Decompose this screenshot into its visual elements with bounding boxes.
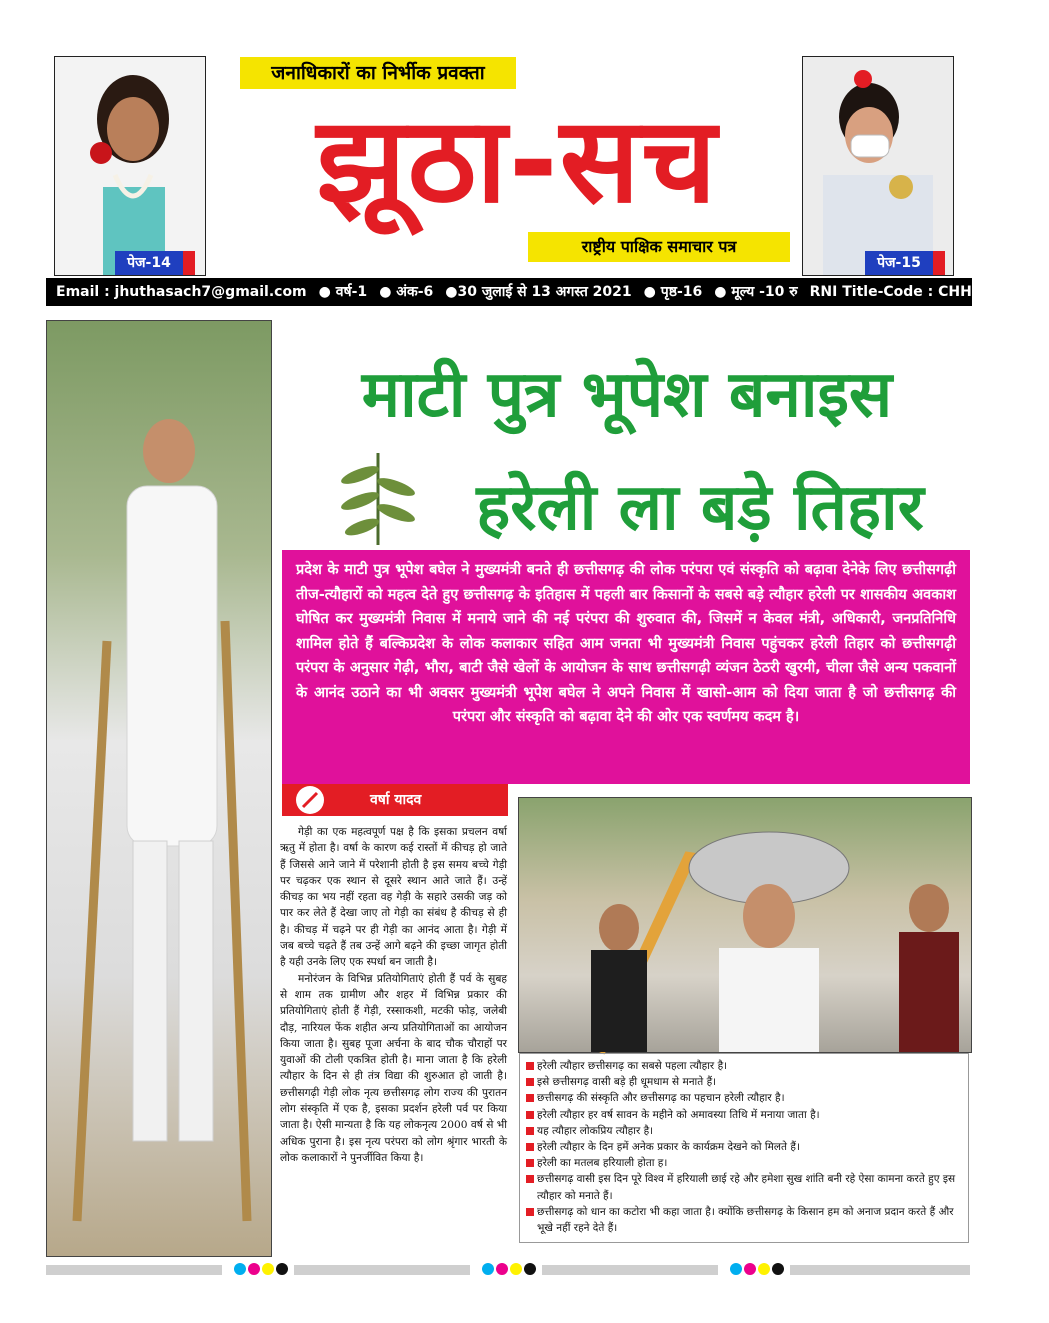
- magenta-dot: [248, 1263, 260, 1275]
- footer-rule: [542, 1265, 718, 1275]
- athlete-with-medal-illustration: [803, 57, 953, 275]
- leaf-sprig-icon: [330, 445, 426, 550]
- masthead-title: झूठा-सच: [316, 91, 719, 229]
- main-photo-cm-on-stilts: [46, 320, 272, 1257]
- issue: ● अंक-6: [379, 284, 434, 300]
- magenta-dot: [496, 1263, 508, 1275]
- footer-rule: [294, 1265, 470, 1275]
- price: ● मूल्य -10 रु: [714, 284, 798, 300]
- cm-hareli-celebration-photo: [518, 797, 972, 1053]
- fact-item: हरेली त्यौहार हर वर्ष सावन के महीने को अमावस्या तिथि में मनाया जाता है।: [526, 1107, 962, 1123]
- article-paragraph: मनोरंजन के विभिन्न प्रतियोगिताएं होती हैं पर्व के सुबह से शाम तक ग्रामीण और शहर में विभिन्न प्रकार की प्रतियोगिताएं होती हैं गेड़ी, रस्साकशी, मटकी फोड़, जलेबी दौड़, नारियल फेंक शहीत अन्य प्रतियोगिताओं का आयोजन किया जाता है। सुबह पूजा अर्चना के बाद चौक चौराहों पर युवाओं की टोली एकत्रित होती है। माना जाता है कि हरेली त्यौहार के दिन से ही तंत्र विद्या की शुरुआत हो जाती है। छत्तीसगढ़ी गेड़ी लोक नृत्य छत्तीसगढ़ लोग राज्य की पुरातन लोग संस्कृति में एक है, इसका प्रदर्शन हरेली पर्व पर किया जाता है। ऐसी मान्यता है कि यह लोकनृत्य 2000 वर्ष से भी अधिक पुराना है। इस नृत्य परंपरा को लोग श्रृंगार भारती के लोक कलाकारों ने पुनर्जीवित किया है।: [280, 972, 507, 1164]
- facts-list: [519, 1053, 969, 1243]
- page-count: ● पृष्ठ-16: [643, 284, 703, 300]
- newspaper-subtitle: राष्ट्रीय पाक्षिक समाचार पत्र: [528, 232, 790, 262]
- tagline: जनाधिकारों का निर्भीक प्रवक्ता: [240, 57, 516, 89]
- pen-icon: [296, 786, 324, 814]
- fact-item: हरेली का मतलब हरियाली होता ह।: [526, 1155, 962, 1171]
- cyan-dot: [482, 1263, 494, 1275]
- crowd-celebration-illustration: [519, 798, 971, 1052]
- page-14-label: पेज-14: [115, 251, 183, 275]
- fact-item: छत्तीसगढ़ की संस्कृति और छत्तीसगढ़ का पहचान हरेली त्यौहार है।: [526, 1090, 962, 1106]
- yellow-dot: [262, 1263, 274, 1275]
- black-dot: [772, 1263, 784, 1275]
- black-dot: [276, 1263, 288, 1275]
- cyan-dot: [730, 1263, 742, 1275]
- summary-box: प्रदेश के माटी पुत्र भूपेश बघेल ने मुख्यमंत्री बनते ही छत्तीसगढ़ की लोक परंपरा एवं संस्कृति को बढ़ावा देनेके लिए छत्तीसगढ़ी तीज-त्यौहारों को महत्व देते हुए छत्तीसगढ़ के इतिहास में पहली बार किसानों के सबसे बड़े त्यौहार हरेली पर शासकीय अवकाश घोषित कर मुख्यमंत्री निवास में मनाये जाने की नई परंपरा की शुरुवात की, जिसमें न केवल मंत्री, अधिकारी, जनप्रतिनिधि शामिल होते हैं बल्किप्रदेश के लोक कलाकार सहित आम जनता भी मुख्यमंत्री निवास पहुंचकर हरेली तिहार को छत्तीसगढ़ी परंपरा के अनुसार गेढ़ी, भौरा, बाटी जैसे खेलों के आयोजन के साथ छत्तीसगढ़ी व्यंजन ठेठरी खुरमी, चीला जैसे अन्य पकवानों के आनंद उठाने का भी अवसर मुख्यमंत्री भूपेश बघेल ने अपने निवास में खासो-आम को दिया जाता है जो छत्तीसगढ़ की परंपरा और संस्कृति को बढ़ावा देने की ओर एक स्वर्णमय कदम है।: [282, 550, 970, 784]
- fact-item: हरेली त्यौहार के दिन हमें अनेक प्रकार के कार्यक्रम देखने को मिलते हैं।: [526, 1139, 962, 1155]
- black-dot: [524, 1263, 536, 1275]
- fact-item: छत्तीसगढ़ को धान का कटोरा भी कहा जाता है। क्योंकि छत्तीसगढ़ के किसान हम को अनाज प्रदान करते हैं और भूखे नहीं रहने देते हैं।: [526, 1204, 962, 1236]
- red-tab: [933, 251, 945, 275]
- man-on-gedi-stilts-illustration: [47, 321, 271, 1256]
- fact-item: छत्तीसगढ़ वासी इस दिन पूरे विश्व में हरियाली छाई रहे और हमेशा सुख शांति बनी रहे ऐसा कामना करते हुए इस त्यौहार को मनाते हैं।: [526, 1171, 962, 1203]
- author-name: वर्षा यादव: [370, 792, 422, 808]
- headline-line-1: माटी पुत्र भूपेश बनाइस: [361, 358, 893, 432]
- left-model-photo: [54, 56, 206, 276]
- fact-item: हरेली त्यौहार छत्तीसगढ़ का सबसे पहला त्यौहार है।: [526, 1058, 962, 1074]
- year: ● वर्ष-1: [318, 284, 368, 300]
- footer-rule: [790, 1265, 970, 1275]
- info-bar: [46, 278, 1049, 306]
- yellow-dot: [510, 1263, 522, 1275]
- fact-item: इसे छत्तीसगढ़ वासी बड़े ही धूमधाम से मनाते हैं।: [526, 1074, 962, 1090]
- email: Email : jhuthasach7@gmail.com: [56, 284, 307, 300]
- fact-item: यह त्यौहार लोकप्रिय त्यौहार है।: [526, 1123, 962, 1139]
- magenta-dot: [744, 1263, 756, 1275]
- cyan-dot: [234, 1263, 246, 1275]
- yellow-dot: [758, 1263, 770, 1275]
- headline-line-2: हरेली ला बड़े तिहार: [476, 471, 924, 545]
- page-15-label: पेज-15: [865, 251, 933, 275]
- article-paragraph: गेड़ी का एक महत्वपूर्ण पक्ष है कि इसका प्रचलन वर्षा ऋतु में होता है। वर्षा के कारण कई रास्तों में कीचड़ हो जाते हैं जिससे आने जाने में परेशानी होती है इस समय बच्चे गेड़ी पर चढ़कर एक स्थान से दूसरे स्थान आते जाते हैं। उन्हें कीचड़ का भय नहीं रहता वह गेड़ी के सहारे उसकी जड़ को पार कर लेते हैं देखा जाए तो गेड़ी का संबंध है कीचड़ से ही है। कीचड़ में चढ़ने पर ही गेड़ी का आनंद आता है। गेड़ी में जब बच्चे चढ़ते हैं तब उन्हें आगे बढ़ने की इच्छा जागृत होती है यही उनके लिए एक स्पर्धा बन जाती है।: [280, 826, 507, 969]
- right-athlete-photo: [802, 56, 954, 276]
- footer-rule: [46, 1265, 222, 1275]
- woman-eating-apple-illustration: [55, 57, 205, 275]
- red-tab: [183, 251, 195, 275]
- issue-dates: ●30 जुलाई से 13 अगस्त 2021: [445, 284, 632, 300]
- article-body: [280, 824, 507, 1166]
- rni-code: RNI Title-Code : CHHHIN17303: [809, 284, 1049, 300]
